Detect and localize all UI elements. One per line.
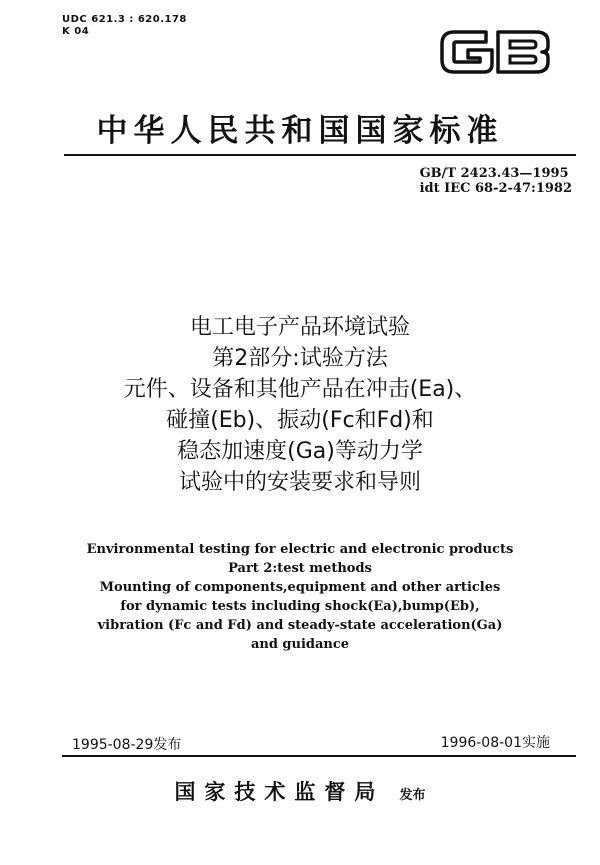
english-title <box>0 540 600 654</box>
effective-date: 1996-08-01实施 <box>440 735 550 751</box>
issuer-verb: 发布 <box>399 788 426 803</box>
idt-reference: idt IEC 68-2-47:1982 <box>419 181 572 196</box>
title-zh-line: 试验中的安装要求和导则 <box>178 470 421 495</box>
title-zh-line: 电工电子产品环境试验 <box>189 315 410 340</box>
standard-name: 中华人民共和国国家标准 <box>96 113 504 149</box>
title-en-line: for dynamic tests including shock(Ea),bump(Eb), <box>120 599 480 614</box>
udc-classification <box>62 14 187 38</box>
gb-emblem-icon <box>434 22 556 82</box>
title-zh-line: 稳态加速度(Ga)等动力学 <box>177 439 423 464</box>
footer-divider <box>62 755 576 757</box>
header-divider <box>64 154 576 156</box>
title-zh-line: 碰撞(Eb)、振动(Fc和Fd)和 <box>166 408 434 433</box>
issuer-name: 国家技术监督局 <box>174 779 385 804</box>
standard-code: GB/T 2423.43—1995 <box>419 166 569 181</box>
title-en-line: Part 2:test methods <box>228 561 372 576</box>
title-zh-line: 第2部分:试验方法 <box>212 346 388 371</box>
issuer <box>0 776 600 806</box>
category-line: K 04 <box>62 26 90 37</box>
title-en-line: and guidance <box>250 637 350 652</box>
chinese-title <box>0 312 600 498</box>
title-en-line: Mounting of components,equipment and other articles <box>99 580 501 595</box>
title-zh-line: 元件、设备和其他产品在冲击(Ea)、 <box>123 377 477 402</box>
title-en-line: vibration (Fc and Fd) and steady-state acceleration(Ga) <box>97 618 503 633</box>
title-en-line: Environmental testing for electric and electronic products <box>86 542 514 557</box>
standard-codes <box>420 166 572 196</box>
udc-line: UDC 621.3 : 620.178 <box>62 14 187 25</box>
issue-date: 1995-08-29发布 <box>72 737 182 753</box>
